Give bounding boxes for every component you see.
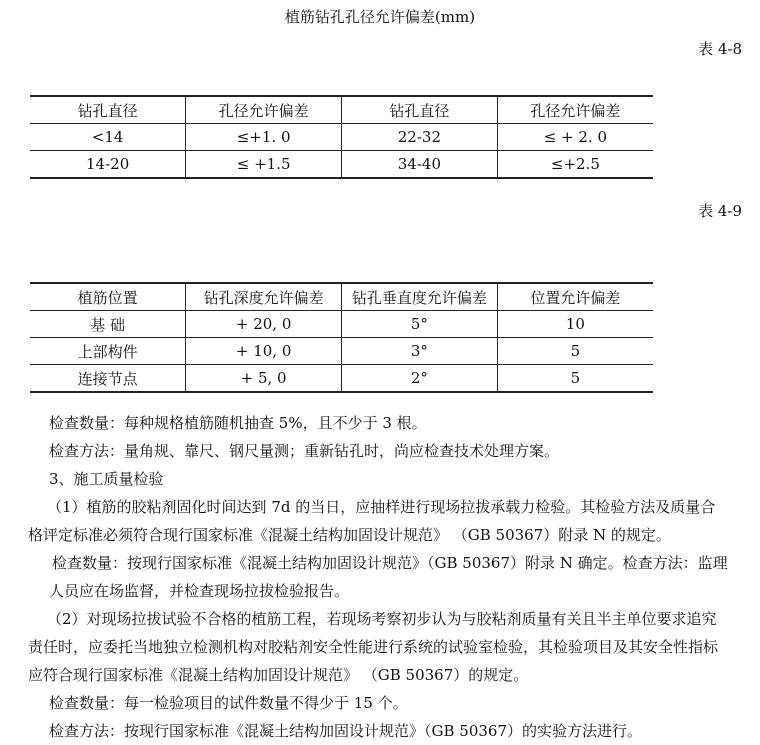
table-title: 植筋钻孔孔径允许偏差(mm) bbox=[284, 8, 476, 26]
table-cell: + 20, 0 bbox=[186, 311, 342, 338]
table-cell: 22-32 bbox=[342, 124, 498, 151]
table-header-row bbox=[30, 96, 653, 124]
table-row bbox=[30, 365, 653, 393]
table-cell: 10 bbox=[497, 311, 653, 338]
column-header: 钻孔直径 bbox=[342, 96, 498, 124]
body-text bbox=[28, 409, 752, 745]
table-cell: + 10, 0 bbox=[186, 338, 342, 365]
table-header-row bbox=[30, 283, 653, 311]
paragraph-inspection-quantity: 检查数量：每一检验项目的试件数量不得少于 15 个。 bbox=[49, 694, 408, 712]
paragraph-text: （2）对现场拉拔试验不合格的植筋工程，若现场考察初步认为与胶粘剂质量有关且半主单位要求追究 bbox=[47, 610, 717, 628]
table-cell: ≤+2.5 bbox=[497, 151, 653, 179]
table-cell: ≤ + 2. 0 bbox=[497, 124, 653, 151]
table-cell: 连接节点 bbox=[30, 365, 186, 393]
table-row bbox=[30, 311, 653, 338]
paragraph-inspection-quantity: 检查数量：每种规格植筋随机抽查 5%，且不少于 3 根。 bbox=[49, 414, 427, 432]
table-cell: ≤+1. 0 bbox=[186, 124, 342, 151]
table-cell: ≤ +1.5 bbox=[186, 151, 342, 179]
table-row bbox=[30, 338, 653, 365]
paragraph-text: 人员应在场监督，并检查现场拉拔检验报告。 bbox=[49, 582, 350, 600]
column-header: 植筋位置 bbox=[30, 283, 186, 311]
table-cell: 上部构件 bbox=[30, 338, 186, 365]
table-cell: 基 础 bbox=[30, 311, 186, 338]
table-cell: 5° bbox=[342, 311, 498, 338]
paragraph-text: 格评定标准必须符合现行国家标准《混凝土结构加固设计规范》 （GB 50367）附录 N 的规定。 bbox=[28, 526, 671, 544]
table-cell: 2° bbox=[342, 365, 498, 393]
paragraph-inspection-method: 检查方法：按现行国家标准《混凝土结构加固设计规范》（GB 50367）的实验方法进行。 bbox=[49, 722, 642, 740]
table-number-4-9: 表 4-9 bbox=[698, 202, 742, 220]
table-cell: + 5, 0 bbox=[186, 365, 342, 393]
paragraph-text: 检查数量：按现行国家标准《混凝土结构加固设计规范》（GB 50367）附录 N 确定。检查方法：监理 bbox=[52, 554, 728, 572]
column-header: 孔径允许偏差 bbox=[497, 96, 653, 124]
section-heading: 3、施工质量检验 bbox=[49, 470, 164, 488]
column-header: 孔径允许偏差 bbox=[186, 96, 342, 124]
table-cell: <14 bbox=[30, 124, 186, 151]
table-cell: 5 bbox=[497, 365, 653, 393]
column-header: 钻孔深度允许偏差 bbox=[186, 283, 342, 311]
rebar-drilling-tolerance-table bbox=[30, 282, 653, 393]
paragraph-inspection-method: 检查方法：量角规、靠尺、钢尺量测；重新钻孔时，尚应检查技术处理方案。 bbox=[49, 442, 560, 460]
paragraph-text: 责任时，应委托当地独立检测机构对胶粘剂安全性能进行系统的试验室检验，其检验项目及其安全性指标 bbox=[28, 638, 719, 656]
table-cell: 5 bbox=[497, 338, 653, 365]
column-header: 位置允许偏差 bbox=[497, 283, 653, 311]
hole-diameter-tolerance-table bbox=[30, 95, 653, 179]
paragraph-text: （1）植筋的胶粘剂固化时间达到 7d 的当日，应抽样进行现场拉拔承载力检验。其检验方法及质量合 bbox=[47, 498, 716, 516]
table-row bbox=[30, 124, 653, 151]
column-header: 钻孔垂直度允许偏差 bbox=[342, 283, 498, 311]
table-number-4-8: 表 4-8 bbox=[698, 40, 742, 58]
column-header: 钻孔直径 bbox=[30, 96, 186, 124]
table-cell: 14-20 bbox=[30, 151, 186, 179]
table-cell: 34-40 bbox=[342, 151, 498, 179]
table-row bbox=[30, 151, 653, 179]
paragraph-text: 应符合现行国家标准《混凝土结构加固设计规范》 （GB 50367）的规定。 bbox=[28, 666, 529, 684]
table-cell: 3° bbox=[342, 338, 498, 365]
